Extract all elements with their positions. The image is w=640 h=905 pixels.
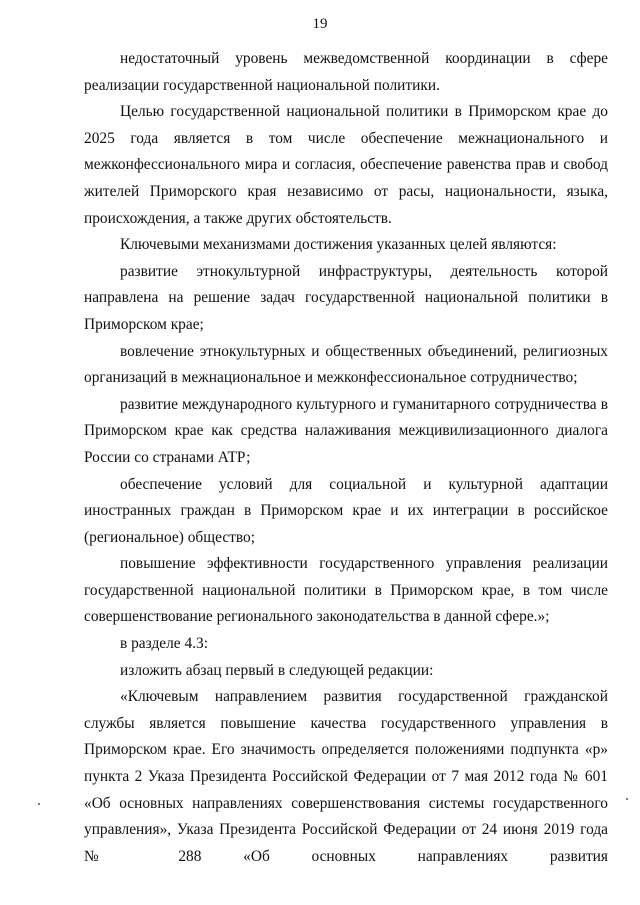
paragraph-ethnocultural-infrastructure: развитие этнокультурной инфраструктуры, деятельность которой направлена на решение задач государственной национальной политики в Приморском крае;	[84, 262, 608, 333]
paragraph-policy-goal: Целью государственной национальной политики в Приморском крае до 2025 года является в том числе обеспечение межнационального и межконфессионального мира и согласия, обеспечение равенства прав и свобод жителей Приморского края независимо от расы, национальности, языка, происхождения, а также других обстоятельств.	[84, 103, 608, 227]
scan-speck	[38, 803, 40, 805]
page-number: 19	[312, 16, 328, 32]
paragraph-coordination-issue: недостаточный уровень межведомственной координации в сфере реализации государственной национальной политики.	[84, 50, 608, 94]
paragraph-international-cooperation: развитие международного культурного и гуманитарного сотрудничества в Приморском крае как средства налаживания межцивилизационного диалога России со странами АТР;	[84, 395, 608, 466]
document-body	[84, 46, 608, 870]
paragraph-adaptation-conditions: обеспечение условий для социальной и культурной адаптации иностранных граждан в Приморском крае и их интеграции в российское (региональное) общество;	[84, 475, 608, 546]
paragraph-associations-involvement: вовлечение этнокультурных и общественных объединений, религиозных организаций в межнациональное и межконфессиональное сотрудничество;	[84, 342, 608, 387]
paragraph-civil-service-direction: «Ключевым направлением развития государственной гражданской службы является повышение качества государственного управления в Приморском крае. Его значимость определяется положениями подпункта «р» пункта 2 Указа Президента Российской Федерации от 7 мая 2012 года № 601 «Об основных направлениях совершенствования системы государственного управления», Указа Президента Российской Федерации от 24 июня 2019 года № 288 «Об основных направлениях развития	[84, 688, 608, 865]
scan-speck	[626, 798, 628, 800]
paragraph-section-reference: в разделе 4.3:	[120, 635, 208, 653]
paragraph-key-mechanisms: Ключевыми механизмами достижения указанных целей являются:	[120, 236, 557, 254]
paragraph-management-efficiency: повышение эффективности государственного управления реализации государственной национальной политики в Приморском крае, в том числе совершенствование регионального законодательства в данной сфере.»;	[84, 555, 608, 626]
paragraph-edit-instruction: изложить абзац первый в следующей редакции:	[120, 661, 434, 679]
